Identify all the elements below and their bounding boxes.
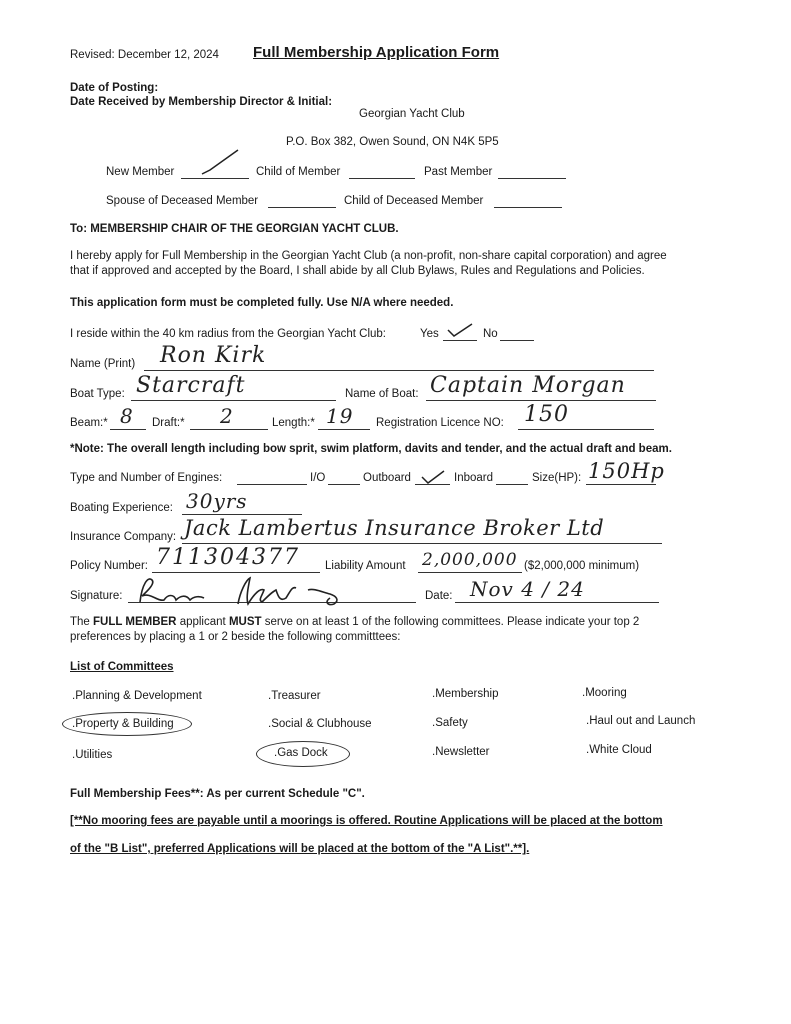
- engines-label: Type and Number of Engines:: [70, 472, 223, 484]
- reside-yes-field[interactable]: [443, 340, 477, 341]
- insurance-value: Jack Lambertus Insurance Broker Ltd: [184, 516, 605, 540]
- intro-line-2: that if approved and accepted by the Board, I shall abide by all Club Bylaws, Rules and Regulations and Policies.: [70, 265, 645, 277]
- committee-item[interactable]: .Safety: [432, 717, 468, 729]
- committee-item[interactable]: .Utilities: [72, 749, 113, 761]
- fees-note-line-1: [**No mooring fees are payable until a moorings is offered. Routine Applications will be placed at the bottom: [70, 815, 663, 827]
- committee-instruction-line-2: preferences by placing a 1 or 2 beside the following committtees:: [70, 631, 401, 643]
- committee-item[interactable]: .Treasurer: [268, 690, 321, 702]
- name-field[interactable]: [144, 370, 654, 371]
- check-mark-icon: [198, 148, 242, 180]
- size-field[interactable]: [586, 484, 656, 485]
- experience-field[interactable]: [182, 514, 302, 515]
- reside-yes-label: Yes: [420, 328, 439, 340]
- revised-date: Revised: December 12, 2024: [70, 49, 219, 61]
- draft-value: 2: [220, 404, 234, 428]
- committees-heading: List of Committees: [70, 661, 174, 673]
- date-field[interactable]: [455, 602, 659, 603]
- liability-value: 2,000,000: [422, 550, 518, 570]
- licence-value: 150: [524, 402, 569, 427]
- size-label: Size(HP):: [532, 472, 582, 484]
- date-received-label: Date Received by Membership Director & Initial:: [70, 96, 333, 108]
- form-title: Full Membership Application Form: [253, 44, 500, 61]
- engines-field[interactable]: [237, 484, 307, 485]
- child-of-member-label: Child of Member: [256, 166, 341, 178]
- committee-item[interactable]: .Mooring: [582, 687, 627, 699]
- size-value: 150Hp: [588, 459, 665, 483]
- draft-field[interactable]: [190, 429, 268, 430]
- signature-label: Signature:: [70, 590, 123, 602]
- insurance-label: Insurance Company:: [70, 531, 177, 543]
- to-line: To: MEMBERSHIP CHAIR OF THE GEORGIAN YACHT CLUB.: [70, 223, 399, 235]
- child-of-member-field[interactable]: [349, 178, 415, 179]
- policy-label: Policy Number:: [70, 560, 148, 572]
- spouse-deceased-label: Spouse of Deceased Member: [106, 195, 259, 207]
- boat-name-value: Captain Morgan: [430, 373, 626, 398]
- insurance-field[interactable]: [182, 543, 662, 544]
- past-member-label: Past Member: [424, 166, 493, 178]
- boat-type-field[interactable]: [131, 400, 336, 401]
- committee-item[interactable]: .Haul out and Launch: [586, 715, 696, 727]
- policy-field[interactable]: [152, 572, 320, 573]
- boat-type-value: Starcraft: [136, 373, 246, 398]
- io-field[interactable]: [328, 484, 360, 485]
- spouse-deceased-field[interactable]: [268, 207, 336, 208]
- io-label: I/O: [310, 472, 326, 484]
- club-address: P.O. Box 382, Owen Sound, ON N4K 5P5: [286, 136, 499, 148]
- inboard-field[interactable]: [496, 484, 528, 485]
- name-value: Ron Kirk: [160, 343, 267, 368]
- committee-item[interactable]: .Social & Clubhouse: [268, 718, 372, 730]
- committee-item[interactable]: .Planning & Development: [72, 690, 202, 702]
- fees-label: Full Membership Fees**: As per current Schedule "C".: [70, 788, 365, 800]
- committee-item[interactable]: .Membership: [432, 688, 499, 700]
- committee-item[interactable]: .Newsletter: [432, 746, 490, 758]
- inboard-label: Inboard: [454, 472, 494, 484]
- committee-item[interactable]: .Property & Building: [72, 718, 174, 730]
- liability-label: Liability Amount: [325, 560, 406, 572]
- name-label: Name (Print): [70, 358, 136, 370]
- reside-no-label: No: [483, 328, 498, 340]
- reside-label: I reside within the 40 km radius from the Georgian Yacht Club:: [70, 328, 386, 340]
- boat-name-label: Name of Boat:: [345, 388, 419, 400]
- signature-image: [130, 574, 370, 610]
- experience-value: 30yrs: [186, 489, 248, 513]
- committee-item[interactable]: .Gas Dock: [274, 747, 328, 759]
- policy-value: 711304377: [156, 545, 300, 570]
- reside-no-field[interactable]: [500, 340, 534, 341]
- length-label: Length:*: [272, 417, 315, 429]
- committee-instruction-line-1: The FULL MEMBER applicant MUST serve on at least 1 of the following committees. Please indicate your top 2: [70, 616, 640, 628]
- experience-label: Boating Experience:: [70, 502, 173, 514]
- date-of-posting-label: Date of Posting:: [70, 82, 159, 94]
- outboard-label: Outboard: [363, 472, 411, 484]
- liability-field[interactable]: [418, 572, 522, 573]
- check-mark-icon: [446, 320, 474, 340]
- draft-label: Draft:*: [152, 417, 185, 429]
- club-name: Georgian Yacht Club: [359, 108, 465, 120]
- complete-notice: This application form must be completed fully. Use N/A where needed.: [70, 297, 454, 309]
- intro-line-1: I hereby apply for Full Membership in the Georgian Yacht Club (a non-profit, non-share capital corporation) and agree: [70, 250, 667, 262]
- committee-item[interactable]: .White Cloud: [586, 744, 652, 756]
- check-mark-icon: [420, 468, 446, 486]
- date-value: Nov 4 / 24: [470, 577, 585, 601]
- beam-field[interactable]: [110, 429, 146, 430]
- boat-type-label: Boat Type:: [70, 388, 125, 400]
- child-deceased-label: Child of Deceased Member: [344, 195, 484, 207]
- child-deceased-field[interactable]: [494, 207, 562, 208]
- note-text: *Note: The overall length including bow sprit, swim platform, davits and tender, and the actual draft and beam.: [70, 443, 672, 455]
- beam-value: 8: [120, 404, 134, 428]
- date-label: Date:: [425, 590, 453, 602]
- length-field[interactable]: [318, 429, 370, 430]
- length-value: 19: [326, 404, 354, 428]
- licence-label: Registration Licence NO:: [376, 417, 504, 429]
- new-member-label: New Member: [106, 166, 175, 178]
- past-member-field[interactable]: [498, 178, 566, 179]
- beam-label: Beam:*: [70, 417, 108, 429]
- fees-note-line-2: of the "B List", preferred Applications will be placed at the bottom of the "A List".**].: [70, 843, 530, 855]
- licence-field[interactable]: [518, 429, 654, 430]
- liability-minimum: ($2,000,000 minimum): [524, 560, 640, 572]
- boat-name-field[interactable]: [426, 400, 656, 401]
